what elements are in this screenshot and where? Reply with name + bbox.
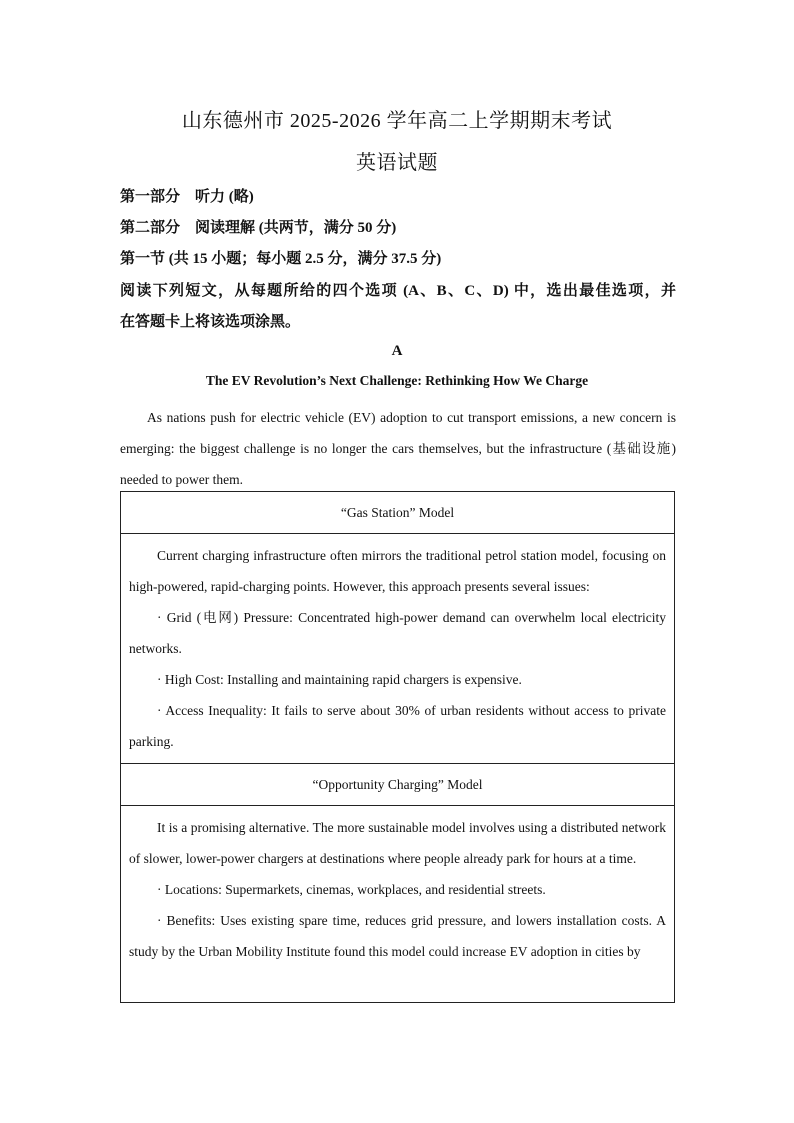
directions-line-1: 阅读下列短文，从每题所给的四个选项 (A、B、C、D) 中，选出最佳选项，并: [120, 283, 676, 299]
gas-station-bullet-grid: · Grid (电网) Pressure: Concentrated high-power demand can overwhelm local electricity networks.: [129, 610, 666, 656]
intro-paragraph: As nations push for electric vehicle (EV) adoption to cut transport emissions, a new concern is emerging: the biggest challenge is no longer the cars themselves, but the infrastructure (基础设施) needed to power them.: [120, 410, 676, 487]
gas-station-model-heading: “Gas Station” Model: [121, 492, 674, 534]
gas-station-model-cell: [121, 534, 674, 764]
passage-intro: [120, 402, 676, 495]
exam-title: 山东德州市 2025-2026 学年高二上学期期末考试: [181, 110, 613, 132]
part-two-heading: 第二部分 阅读理解 (共两节，满分 50 分): [120, 220, 397, 236]
opportunity-model-heading: “Opportunity Charging” Model: [121, 764, 674, 806]
passage-title: The EV Revolution’s Next Challenge: Rethinking How We Charge: [205, 373, 589, 388]
exam-subtitle: 英语试题: [356, 152, 438, 174]
opportunity-bullet-locations: · Locations: Supermarkets, cinemas, workplaces, and residential streets.: [157, 882, 546, 897]
gas-station-description: Current charging infrastructure often mirrors the traditional petrol station model, focusing on high-powered, rapid-charging points. However, this approach presents several issues:: [129, 548, 666, 594]
gas-station-bullet-access: · Access Inequality: It fails to serve about 30% of urban residents without access to private parking.: [129, 703, 666, 749]
opportunity-description: It is a promising alternative. The more sustainable model involves using a distributed network of slower, lower-power chargers at destinations where people already park for hours at a time.: [129, 820, 666, 866]
comparison-table: [120, 491, 675, 1003]
directions-line-2: 在答题卡上将该选项涂黑。: [120, 314, 301, 330]
opportunity-model-cell: [121, 806, 674, 1004]
section-one-heading: 第一节 (共 15 小题；每小题 2.5 分，满分 37.5 分): [120, 251, 442, 267]
passage-letter: A: [391, 343, 403, 359]
part-one-heading: 第一部分 听力 (略): [120, 189, 254, 205]
opportunity-bullet-benefits: · Benefits: Uses existing spare time, reduces grid pressure, and lowers installation costs. A study by the Urban Mobility Institute found this model could increase EV adoption in cities by: [129, 913, 666, 959]
gas-station-bullet-cost: · High Cost: Installing and maintaining rapid chargers is expensive.: [157, 672, 522, 687]
